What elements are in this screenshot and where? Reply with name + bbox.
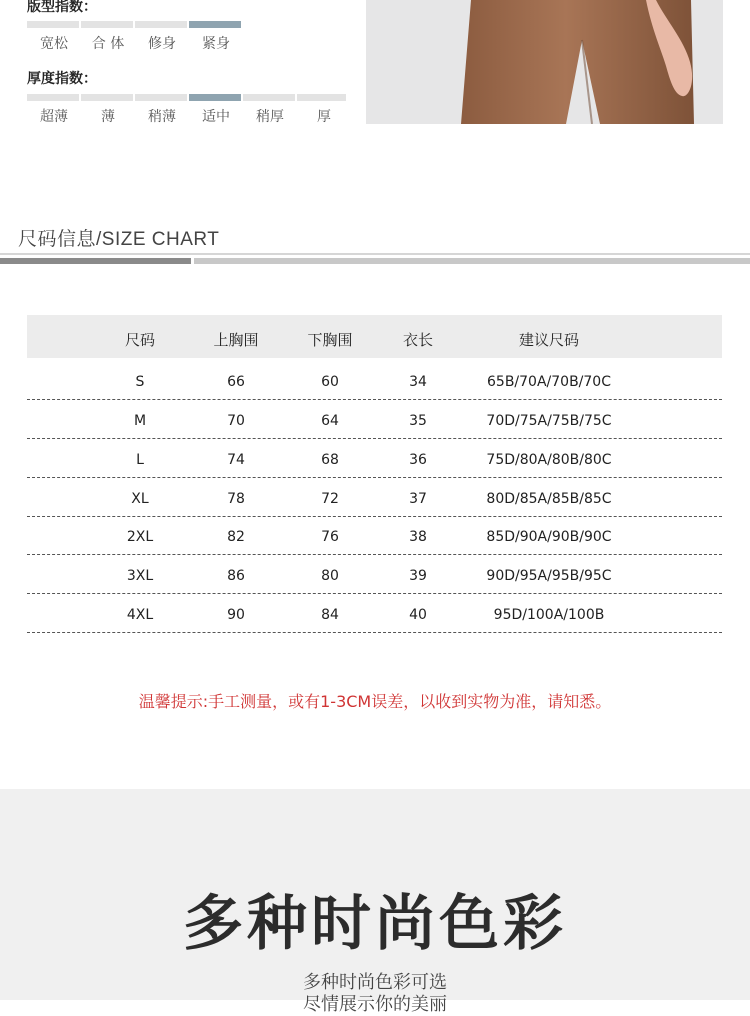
row-upper-bust: 86 xyxy=(227,568,245,584)
header-upper-bust: 上胸围 xyxy=(213,331,259,349)
row-recommended: 75D/80A/80B/80C xyxy=(486,452,612,468)
row-under-bust: 60 xyxy=(321,374,339,390)
table-row xyxy=(27,361,722,400)
row-upper-bust: 90 xyxy=(227,607,245,623)
fit-index-title: 版型指数： xyxy=(27,0,97,15)
row-recommended: 80D/85A/85B/85C xyxy=(486,491,612,507)
row-under-bust: 76 xyxy=(321,529,339,545)
row-size: 3XL xyxy=(126,568,154,584)
thickness-option-slightly-thin: 稍薄 xyxy=(148,109,176,125)
thickness-option-slightly-thick: 稍厚 xyxy=(256,109,284,125)
fit-seg-1 xyxy=(27,21,79,28)
row-size: S xyxy=(135,374,145,390)
row-size: 4XL xyxy=(126,607,154,623)
row-recommended: 70D/75A/75B/75C xyxy=(486,413,612,429)
row-length: 38 xyxy=(409,529,427,545)
row-length: 40 xyxy=(409,607,427,623)
row-upper-bust: 66 xyxy=(227,374,245,390)
row-under-bust: 64 xyxy=(321,413,339,429)
row-upper-bust: 78 xyxy=(227,491,245,507)
row-recommended: 90D/95A/95B/95C xyxy=(486,568,612,584)
product-photo xyxy=(366,0,723,124)
thickness-option-thick: 厚 xyxy=(317,109,331,125)
row-under-bust: 84 xyxy=(321,607,339,623)
thickness-index-title: 厚度指数： xyxy=(27,71,97,87)
title-divider-thin xyxy=(0,253,750,255)
table-row xyxy=(27,478,722,517)
thickness-seg-2 xyxy=(81,94,133,101)
colors-subtitle-1: 多种时尚色彩可选 xyxy=(303,972,447,993)
leggings-illustration xyxy=(366,0,723,124)
row-size: M xyxy=(133,413,147,429)
row-length: 39 xyxy=(409,568,427,584)
table-row xyxy=(27,555,722,594)
thickness-seg-3 xyxy=(135,94,187,101)
row-size: 2XL xyxy=(126,529,154,545)
colors-title: 多种时尚色彩 xyxy=(183,889,567,959)
measurement-note: 温馨提示:手工测量，或有1-3CM误差，以收到实物为准，请知悉。 xyxy=(138,692,612,711)
row-under-bust: 72 xyxy=(321,491,339,507)
title-divider-dark xyxy=(0,258,191,264)
row-size: XL xyxy=(131,491,149,507)
thickness-option-thin: 薄 xyxy=(101,109,115,125)
table-row xyxy=(27,400,722,439)
thickness-seg-6 xyxy=(297,94,346,101)
fit-option-regular: 合 体 xyxy=(91,36,125,52)
row-length: 35 xyxy=(409,413,427,429)
row-length: 34 xyxy=(409,374,427,390)
table-row xyxy=(27,439,722,478)
row-size: L xyxy=(136,452,144,468)
row-under-bust: 80 xyxy=(321,568,339,584)
size-chart-title: 尺码信息/SIZE CHART xyxy=(18,229,220,250)
header-under-bust: 下胸围 xyxy=(307,331,353,349)
thickness-option-ultra-thin: 超薄 xyxy=(40,109,68,125)
thickness-option-medium: 适中 xyxy=(202,109,230,125)
fit-seg-4-selected xyxy=(189,21,241,28)
header-size: 尺码 xyxy=(124,331,156,349)
thickness-seg-5 xyxy=(243,94,295,101)
thickness-index-bar xyxy=(27,94,346,101)
thickness-seg-1 xyxy=(27,94,79,101)
row-recommended: 65B/70A/70B/70C xyxy=(487,374,611,390)
row-upper-bust: 70 xyxy=(227,413,245,429)
header-recommended: 建议尺码 xyxy=(518,331,580,349)
size-table-header xyxy=(27,315,722,358)
row-recommended: 95D/100A/100B xyxy=(493,607,605,623)
table-row xyxy=(27,516,722,555)
thickness-index-labels xyxy=(27,106,351,126)
row-length: 37 xyxy=(409,491,427,507)
fit-option-slim: 修身 xyxy=(148,36,176,52)
table-row xyxy=(27,594,722,633)
fit-index-bar xyxy=(27,21,243,28)
row-under-bust: 68 xyxy=(321,452,339,468)
row-recommended: 85D/90A/90B/90C xyxy=(486,529,612,545)
header-length: 衣长 xyxy=(402,331,434,349)
title-divider-light xyxy=(194,258,750,264)
row-upper-bust: 74 xyxy=(227,452,245,468)
row-length: 36 xyxy=(409,452,427,468)
thickness-seg-4-selected xyxy=(189,94,241,101)
fit-option-tight: 紧身 xyxy=(202,36,230,52)
fit-seg-3 xyxy=(135,21,187,28)
row-upper-bust: 82 xyxy=(227,529,245,545)
colors-subtitle-2: 尽情展示你的美丽 xyxy=(303,994,447,1015)
fit-index-labels xyxy=(27,33,243,53)
fit-seg-2 xyxy=(81,21,133,28)
fit-option-loose: 宽松 xyxy=(40,36,68,52)
